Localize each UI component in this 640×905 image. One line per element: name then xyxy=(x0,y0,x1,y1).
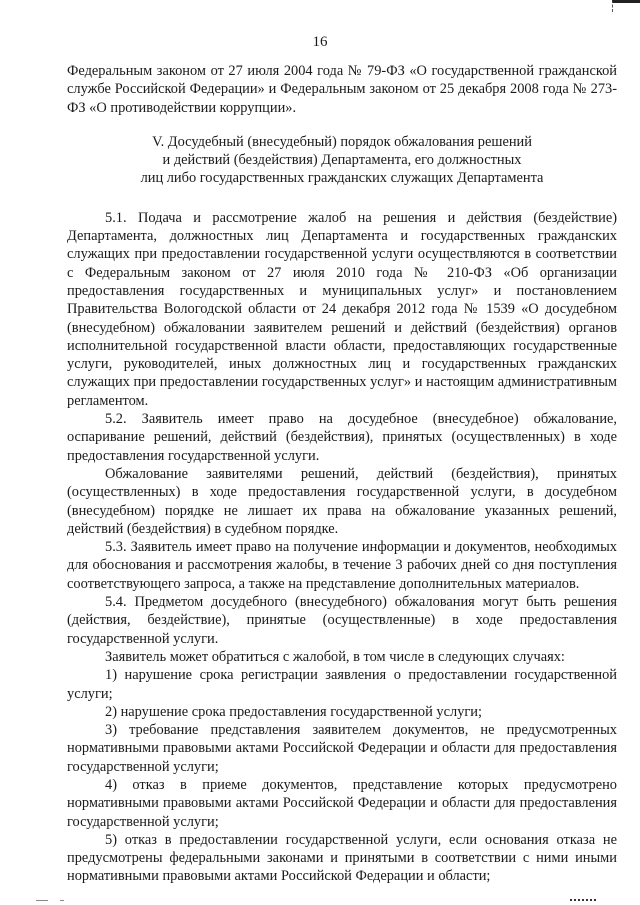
paragraph-cases-intro: Заявитель может обратиться с жалобой, в том числе в следующих случаях: xyxy=(105,648,565,665)
paragraph-5-3: 5.3. Заявитель имеет право на получение информации и документов, необходимых для обоснования и рассмотрения жалобы, в течение 3 рабочих дней со дня поступления соответствующего запроса, а также на представление дополнительных материалов. xyxy=(67,539,617,592)
scan-mark-right xyxy=(570,899,596,901)
list-item-1: 1) нарушение срока регистрации заявления о предоставлении государственной услуги; xyxy=(67,667,617,702)
paragraph-appeal-judicial: Обжалование заявителями решений, действий (бездействия), принятых (осуществленных) в ходе предоставления государственной услуги, в досудебном (внесудебном) порядке не лишает их права на обжалование указанных решений, действий (бездействия) в судебном порядке. xyxy=(67,465,617,537)
section-heading xyxy=(67,133,617,188)
scan-bottom-marks xyxy=(0,893,640,901)
scan-mark-left-1 xyxy=(36,900,48,901)
list-item-3: 3) требование представления заявителем документов, не предусмотренных нормативными правовыми актами Российской Федерации и области для предоставления государственной услуги; xyxy=(67,722,617,775)
list-item-5: 5) отказ в предоставлении государственной услуги, если основания отказа не предусмотрены федеральными законами и принятыми в соответствии с ними иными нормативными правовыми актами Российской Федерации и области; xyxy=(67,831,617,885)
list-item-2: 2) нарушение срока предоставления государственной услуги; xyxy=(105,703,482,720)
scan-mark-left-2 xyxy=(60,900,64,901)
document-body xyxy=(67,62,617,886)
section-heading-line-1: V. Досудебный (внесудебный) порядок обжалования решений xyxy=(152,133,532,150)
list-item-4: 4) отказ в приеме документов, представление которых предусмотрено нормативными правовыми актами Российской Федерации и области для предоставления государственной услуги; xyxy=(67,776,617,830)
paragraph-5-1: 5.1. Подача и рассмотрение жалоб на решения и действия (бездействие) Департамента, должностных лиц Департамента и государственных гражданских служащих при предоставлении государственной услуги осуществляются в соответствии с Федеральным законом от 27 июля 2010 года № 210-ФЗ «Об организации предоставления государственных и муниципальных услуг» и постановлением Правительства Вологодской области от 24 декабря 2012 года № 1539 «О досудебном (внесудебном) обжаловании заявителем решений и действий (бездействия) органов исполнительной государственной власти области, предоставляющих государственные услуги, руководителей, иных должностных лиц и государственных гражданских служащих при предоставлении государственных услуг» и настоящим административным регламентом. xyxy=(67,209,617,409)
intro-paragraph: Федеральным законом от 27 июля 2004 года № 79-ФЗ «О государственной гражданской службе Российской Федерации» и Федеральным законом от 25 декабря 2008 года № 273-ФЗ «О противодействии коррупции». xyxy=(67,63,617,116)
scan-corner-mark xyxy=(612,0,640,12)
section-heading-line-2: и действий (бездействия) Департамента, его должностных xyxy=(162,152,522,169)
page-number: 16 xyxy=(312,34,328,50)
section-heading-line-3: лиц либо государственных гражданских служащих Департамента xyxy=(140,170,544,187)
paragraph-5-4: 5.4. Предметом досудебного (внесудебного) обжалования могут быть решения (действия, бездействие), принятые (осуществленные) в ходе предоставления государственной услуги. xyxy=(67,594,617,647)
paragraph-5-2: 5.2. Заявитель имеет право на досудебное (внесудебное) обжалование, оспаривание решений, действий (бездействия), принятых (осуществленных) в ходе предоставления государственной услуги. xyxy=(67,411,617,464)
